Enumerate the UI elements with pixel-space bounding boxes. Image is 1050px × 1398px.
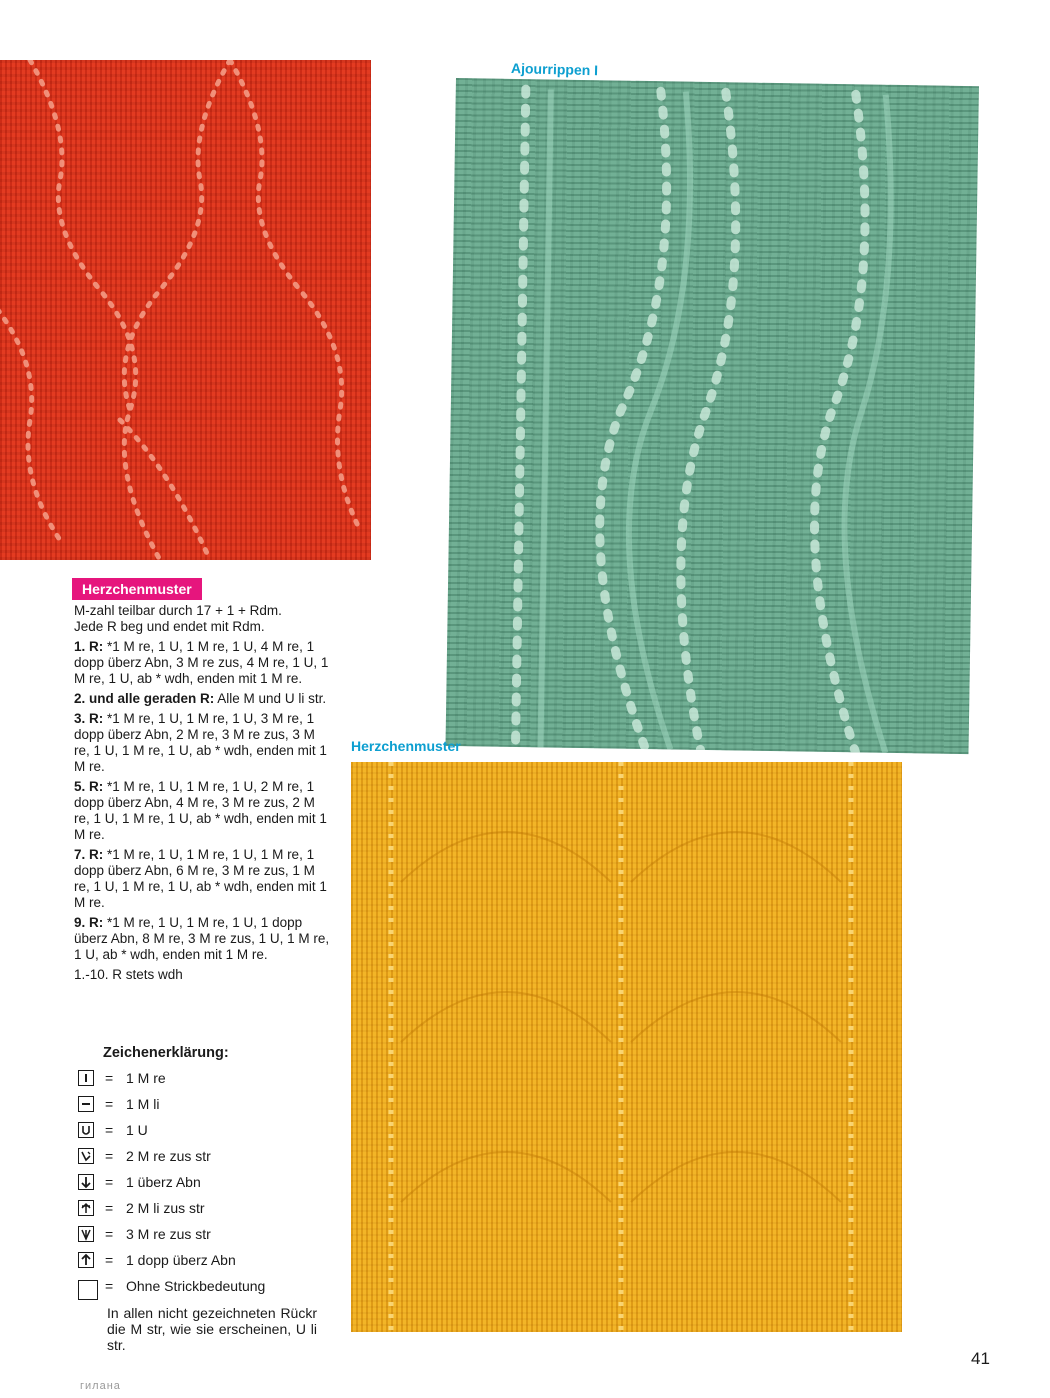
row-text: *1 M re, 1 U, 1 M re, 1 U, 1 M re, 1 dopp überz Abn, 6 M re, 3 M re zus, 1 M re, 1 U, 1 M re, 1 U, ab * wdh, enden mit 1 M re. xyxy=(74,847,327,910)
row-instruction xyxy=(74,639,332,687)
repeat-instruction: 1.-10. R stets wdh xyxy=(74,967,183,982)
row-instruction xyxy=(74,847,332,911)
row-label: 1. R: xyxy=(74,639,104,654)
watermark-text: гилана xyxy=(80,1380,121,1392)
yarn-over-icon xyxy=(78,1122,94,1138)
legend-row xyxy=(78,1146,338,1166)
green-lace-pattern xyxy=(446,78,979,754)
no-stitch-icon xyxy=(78,1280,98,1300)
pattern-title-badge: Herzchenmuster xyxy=(72,578,202,600)
legend-text: 2 M li zus str xyxy=(126,1200,205,1216)
intro-paragraph xyxy=(74,603,332,635)
legend-text: 1 M li xyxy=(126,1096,160,1112)
row-instruction xyxy=(74,915,332,963)
double-decrease-icon xyxy=(78,1252,94,1268)
equals-sign: = xyxy=(105,1278,114,1294)
p2tog-icon xyxy=(78,1200,94,1216)
page-number: 41 xyxy=(971,1349,990,1368)
legend-row xyxy=(78,1068,338,1088)
yellow-lace-pattern xyxy=(351,762,902,1332)
legend-row xyxy=(78,1094,338,1114)
herzchenmuster-photo-caption: Herzchenmuster xyxy=(351,738,461,754)
equals-sign: = xyxy=(105,1096,114,1112)
stitch-count-text: M-zahl teilbar durch 17 + 1 + Rdm. xyxy=(74,603,282,618)
red-lace-pattern xyxy=(0,60,371,560)
legend-text: 1 überz Abn xyxy=(126,1174,201,1190)
row-text: *1 M re, 1 U, 1 M re, 1 U, 2 M re, 1 dopp überz Abn, 4 M re, 3 M re zus, 2 M re, 1 U, 1 M re, 1 U, ab * wdh, enden mit 1 M re. xyxy=(74,779,327,842)
row-instruction xyxy=(74,711,332,775)
green-ajour-ribs-swatch-photo xyxy=(446,78,979,754)
legend-row xyxy=(78,1224,338,1244)
row-instruction xyxy=(74,691,332,707)
legend-row xyxy=(78,1120,338,1140)
purl-stitch-icon xyxy=(78,1096,94,1112)
legend-text: 1 dopp überz Abn xyxy=(126,1252,236,1268)
row-label: 5. R: xyxy=(74,779,104,794)
legend-note: In allen nicht gezeichneten Rückr die M str, wie sie erscheinen, U li str. xyxy=(107,1305,317,1353)
selvage-text: Jede R beg und endet mit Rdm. xyxy=(74,619,265,634)
legend-text: 1 M re xyxy=(126,1070,166,1086)
row-label: 7. R: xyxy=(74,847,104,862)
legend-title: Zeichenerklärung: xyxy=(103,1045,229,1061)
pattern-instructions xyxy=(74,603,332,987)
equals-sign: = xyxy=(105,1122,114,1138)
row-text: Alle M und U li str. xyxy=(214,691,327,706)
equals-sign: = xyxy=(105,1226,114,1242)
equals-sign: = xyxy=(105,1070,114,1086)
skp-icon xyxy=(78,1174,94,1190)
row-label: 3. R: xyxy=(74,711,104,726)
legend-text: 1 U xyxy=(126,1122,148,1138)
row-instruction xyxy=(74,779,332,843)
equals-sign: = xyxy=(105,1200,114,1216)
legend-text: 3 M re zus str xyxy=(126,1226,211,1242)
equals-sign: = xyxy=(105,1252,114,1268)
red-lace-swatch-photo xyxy=(0,60,371,560)
equals-sign: = xyxy=(105,1174,114,1190)
row-text: *1 M re, 1 U, 1 M re, 1 U, 3 M re, 1 dopp überz Abn, 2 M re, 3 M re zus, 3 M re, 1 U, 1 M re, 1 U, ab * wdh, enden mit 1 M re. xyxy=(74,711,327,774)
legend-text: Ohne Strickbedeutung xyxy=(126,1278,266,1294)
row-label: 9. R: xyxy=(74,915,104,930)
legend-row xyxy=(78,1198,338,1218)
legend-row xyxy=(78,1172,338,1192)
legend-row xyxy=(78,1276,338,1296)
row-text: *1 M re, 1 U, 1 M re, 1 U, 1 dopp überz Abn, 8 M re, 3 M re zus, 1 U, 1 M re, 1 U, ab * wdh, enden mit 1 M re. xyxy=(74,915,330,962)
row-label: 2. und alle geraden R: xyxy=(74,691,215,706)
k2tog-icon xyxy=(78,1148,94,1164)
knit-stitch-icon xyxy=(78,1070,94,1086)
row-text: *1 M re, 1 U, 1 M re, 1 U, 4 M re, 1 dopp überz Abn, 3 M re zus, 4 M re, 1 U, 1 M re, 1 U, ab * wdh, enden mit 1 M re. xyxy=(74,639,329,686)
legend-row xyxy=(78,1250,338,1270)
equals-sign: = xyxy=(105,1148,114,1164)
legend-text: 2 M re zus str xyxy=(126,1148,211,1164)
yellow-heart-pattern-swatch-photo xyxy=(351,762,902,1332)
ajourrippen-caption: Ajourrippen I xyxy=(510,60,599,79)
k3tog-icon xyxy=(78,1226,94,1242)
